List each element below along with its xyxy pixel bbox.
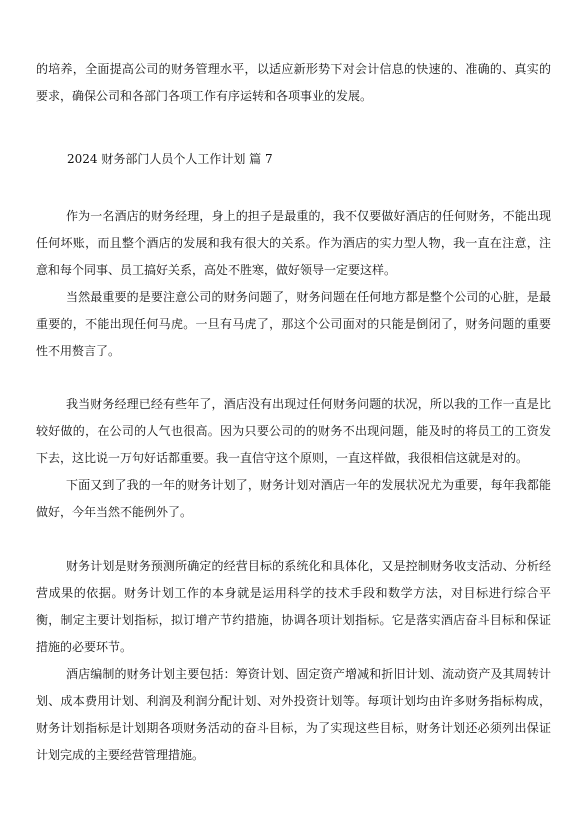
section-heading: 2024 财务部门人员个人工作计划 篇 7 [67, 152, 273, 166]
intro-paragraph: 的培养，全面提高公司的财务管理水平，以适应新形势下对会计信息的快速的、准确的、真实的要求，确保公司和各部门各项工作有序运转和各项事业的发展。 [36, 62, 551, 103]
paragraph-1: 作为一名酒店的财务经理，身上的担子是最重的，我不仅要做好酒店的任何财务，不能出现任何坏账，而且整个酒店的发展和我有很大的关系。作为酒店的实力型人物，我一直在注意，注意和每个同事、员工搞好关系，高处不胜寒，做好领导一定要这样。 [36, 209, 551, 277]
paragraph-4: 下面又到了我的一年的财务计划了，财务计划对酒店一年的发展状况尤为重要，每年我都能做好，今年当然不能例外了。 [36, 478, 551, 519]
paragraph-5: 财务计划是财务预测所确定的经营目标的系统化和具体化，又是控制财务收支活动、分析经营成果的依据。财务计划工作的本身就是运用科学的技术手段和数学方法，对目标进行综合平衡，制定主要计划指标，拟订增产节约措施，协调各项计划指标。它是落实酒店奋斗目标和保证措施的必要环节。 [36, 559, 551, 654]
paragraph-6: 酒店编制的财务计划主要包括：筹资计划、固定资产增减和折旧计划、流动资产及其周转计划、成本费用计划、利润及利润分配计划、对外投资计划等。每项计划均由许多财务指标构成，财务计划指标是计划期各项财务活动的奋斗目标，为了实现这些目标，财务计划还必须列出保证计划完成的主要经营管理措施。 [36, 667, 551, 762]
paragraph-3: 我当财务经理已经有些年了，酒店没有出现过任何财务问题的状况，所以我的工作一直是比较好做的，在公司的人气也很高。因为只要公司的的财务不出现问题，能及时的将员工的工资发下去，这比说一万句好话都重要。我一直信守这个原则，一直这样做，我很相信这就是对的。 [36, 397, 551, 465]
paragraph-2: 当然最重要的是要注意公司的财务问题了，财务问题在任何地方都是整个公司的心脏，是最重要的，不能出现任何马虎。一旦有马虎了，那这个公司面对的只能是倒闭了，财务问题的重要性不用赘言了。 [36, 290, 551, 358]
